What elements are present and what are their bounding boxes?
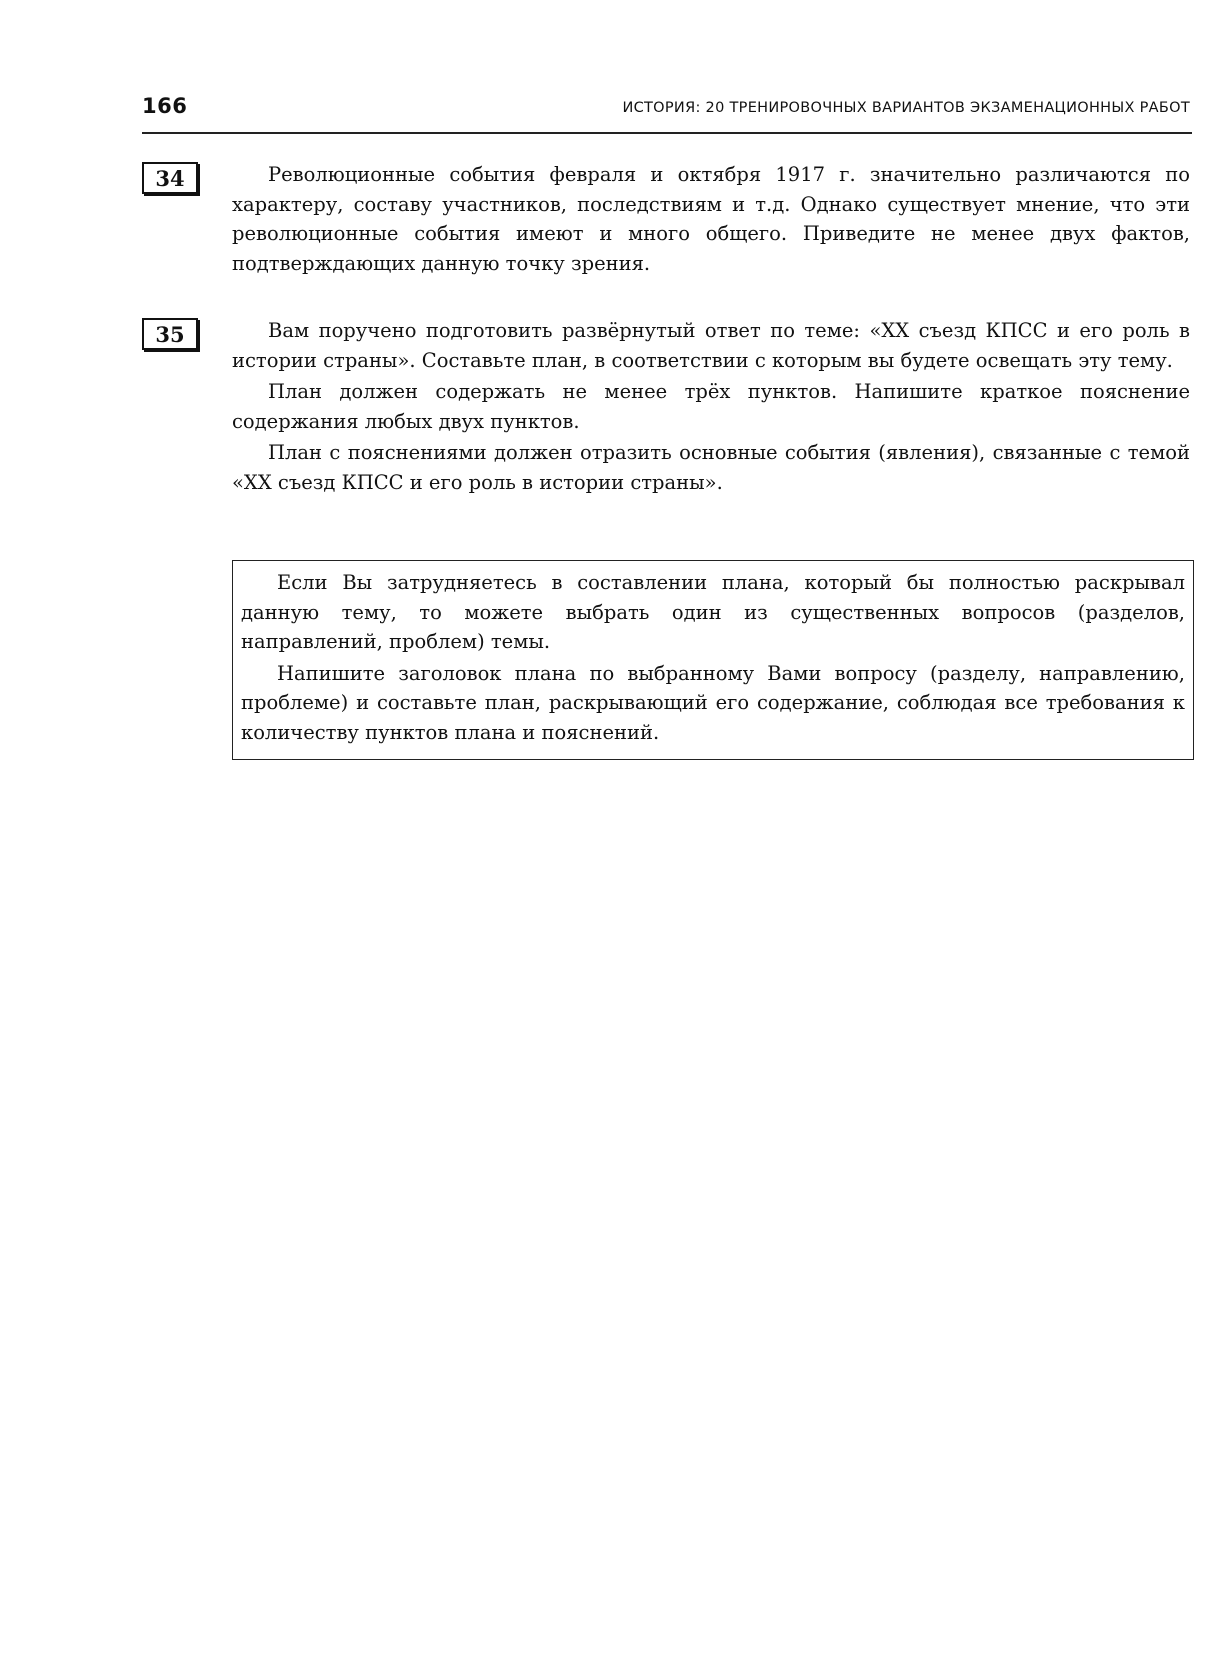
task-35-paragraph-2: План должен содержать не менее трёх пунктов. Напишите краткое пояснение содержания любых двух пунктов. [232,380,1190,433]
task-number-35: 35 [142,318,198,350]
task-number-34: 34 [142,162,198,194]
task-34-paragraph: Революционные события февраля и октября 1917 г. значительно различаются по характеру, составу участников, последствиям и т.д. Однако существует мнение, что эти революционные события имеют и много общего. Приведите не менее двух фактов, подтверждающих данную точку зрения. [232,163,1190,275]
hint-paragraph-1: Если Вы затрудняетесь в составлении плана, который бы полностью раскрывал данную тему, то можете выбрать один из существенных вопросов (разделов, направлений, проблем) темы. [241,571,1185,653]
hint-paragraph-2: Напишите заголовок плана по выбранному Вами вопросу (разделу, направлению, проблеме) и составьте план, раскрывающий его содержание, соблюдая все требования к количеству пунктов плана и пояснений. [241,661,1185,744]
task-35-text [232,316,1190,499]
page-number: 166 [142,94,188,118]
task-34-text [232,160,1190,280]
hint-box [232,560,1194,760]
task-35-paragraph-1: Вам поручено подготовить развёрнутый ответ по теме: «XX съезд КПСС и его роль в истории страны». Составьте план, в соответствии с которым вы будете освещать эту тему. [232,319,1190,372]
task-35-paragraph-3: План с пояснениями должен отразить основные события (явления), связанные с темой «XX съезд КПСС и его роль в истории страны». [232,441,1190,494]
page-header [142,92,1192,134]
running-title: ИСТОРИЯ: 20 ТРЕНИРОВОЧНЫХ ВАРИАНТОВ ЭКЗАМЕНАЦИОННЫХ РАБОТ [622,100,1190,116]
